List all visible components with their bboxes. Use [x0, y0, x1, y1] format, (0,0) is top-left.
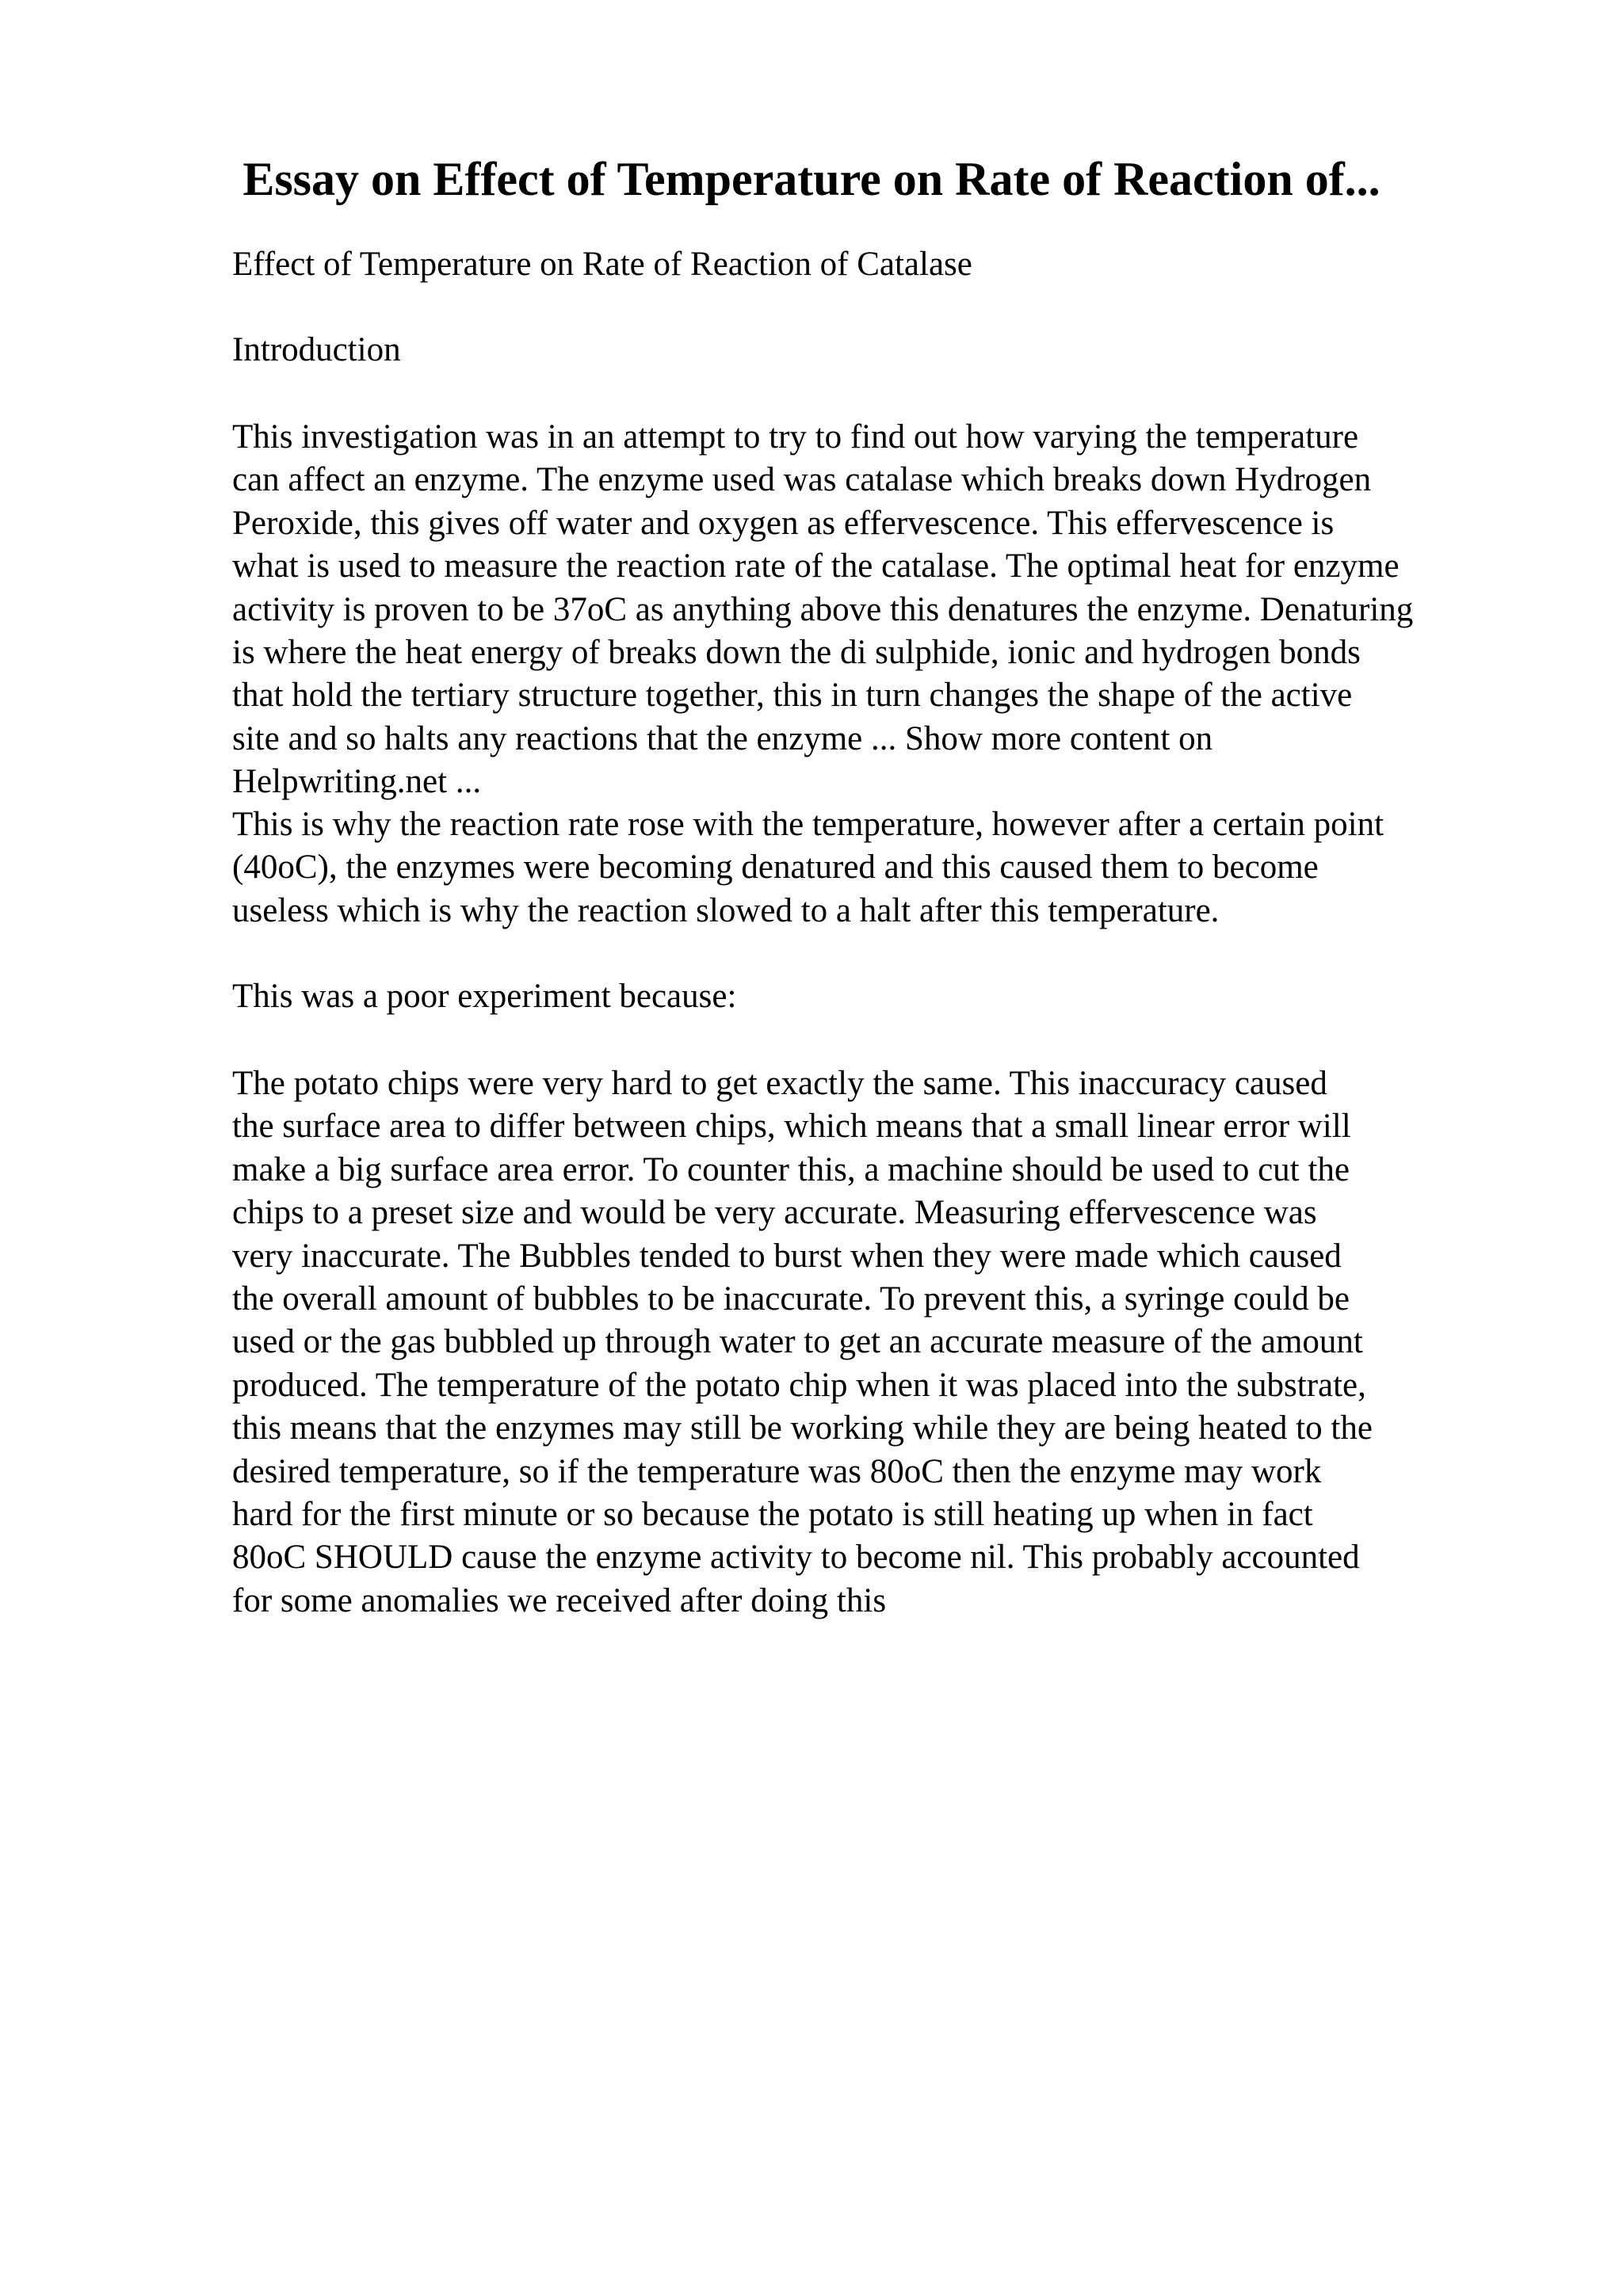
paragraph-line: can affect an enzyme. The enzyme used was catalase which breaks down Hydrogen: [232, 461, 1372, 499]
paragraph-line: This investigation was in an attempt to try to find out how varying the temperature: [232, 418, 1359, 456]
paragraph-line: chips to a preset size and would be very accurate. Measuring effervescence was: [232, 1194, 1317, 1232]
essay-subtitle: Effect of Temperature on Rate of Reaction of Catalase: [232, 246, 972, 283]
paragraph-line: activity is proven to be 37oC as anything above this denatures the enzyme. Denaturing: [232, 590, 1414, 628]
paragraph-line: used or the gas bubbled up through water to get an accurate measure of the amount: [232, 1323, 1363, 1361]
paragraph-line: produced. The temperature of the potato chip when it was placed into the substrate,: [232, 1366, 1366, 1404]
paragraph-line: Peroxide, this gives off water and oxygen as effervescence. This effervescence is: [232, 504, 1335, 542]
paragraph-line: Helpwriting.net ...: [232, 763, 482, 801]
paragraph-line: is where the heat energy of breaks down the di sulphide, ionic and hydrogen bonds: [232, 634, 1361, 672]
paragraph-line: useless which is why the reaction slowed to a halt after this temperature.: [232, 891, 1220, 929]
paragraph-line: site and so halts any reactions that the enzyme ... Show more content on: [232, 719, 1213, 757]
paragraph-line: make a big surface area error. To counter this, a machine should be used to cut the: [232, 1150, 1350, 1188]
paragraph-line: for some anomalies we received after doing this: [232, 1581, 887, 1619]
result-paragraph: [232, 803, 1532, 933]
paragraph-line: that hold the tertiary structure together, this in turn changes the shape of the active: [232, 677, 1353, 715]
paragraph-line: the overall amount of bubbles to be inaccurate. To prevent this, a syringe could be: [232, 1280, 1350, 1318]
paragraph-line: what is used to measure the reaction rate of the catalase. The optimal heat for enzyme: [232, 547, 1400, 585]
paragraph-line: 80oC SHOULD cause the enzyme activity to become nil. This probably accounted: [232, 1539, 1360, 1577]
paragraph-line: The potato chips were very hard to get exactly the same. This inaccuracy caused: [232, 1065, 1327, 1102]
paragraph-line: hard for the first minute or so because the potato is still heating up when in fact: [232, 1496, 1313, 1534]
paragraph-line: This is why the reaction rate rose with the temperature, however after a certain point: [232, 806, 1384, 843]
paragraph-line: the surface area to differ between chips, which means that a small linear error will: [232, 1108, 1351, 1146]
errors-paragraph: [232, 1062, 1532, 1623]
introduction-paragraph: [232, 416, 1532, 804]
paragraph-line: this means that the enzymes may still be working while they are being heated to the: [232, 1409, 1373, 1447]
paragraph-line: very inaccurate. The Bubbles tended to burst when they were made which caused: [232, 1237, 1342, 1275]
essay-title: Essay on Effect of Temperature on Rate of Reaction of...: [242, 153, 1381, 205]
poor-experiment-heading: This was a poor experiment because:: [232, 978, 737, 1015]
paragraph-line: (40oC), the enzymes were becoming denatured and this caused them to become: [232, 849, 1319, 887]
paragraph-line: desired temperature, so if the temperature was 80oC then the enzyme may work: [232, 1452, 1322, 1490]
introduction-heading: Introduction: [232, 331, 401, 368]
